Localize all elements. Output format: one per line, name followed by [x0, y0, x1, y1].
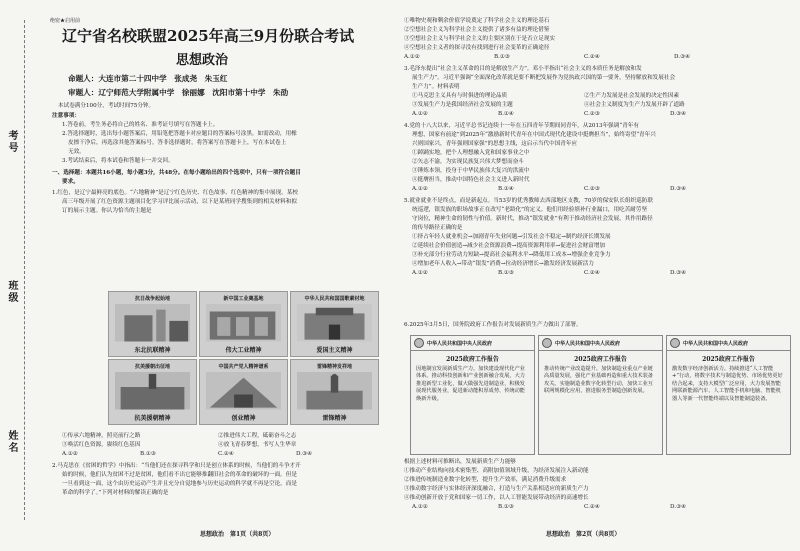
photo-anti-japanese	[108, 291, 197, 357]
report-body: 激发数字经济创新活力。持续推进“人工智能+”行动，将数字技术与制造优势、市场优势更好结合起来，支持大模型广泛应用，大力发展智能网联新能源汽车、人工智能手机和电脑、智能机器人等新一代智能终端以及智能制造装备。	[672, 366, 783, 402]
q1-choice-b[interactable]: B.①③	[140, 451, 156, 457]
photo-caption: 爱国主义精神	[316, 347, 353, 354]
q2-choice-b[interactable]: B.①③	[494, 54, 510, 60]
q4-option[interactable]: ①踔踊实地，把个人理想融入党和国家事业之中	[412, 150, 530, 156]
building-icon	[206, 372, 281, 410]
report-subtitle: 2025政府工作报告	[574, 356, 627, 363]
q3-choice-c[interactable]: C.②③	[584, 111, 600, 117]
sidebar-exam-no: 考号	[6, 130, 17, 154]
q6-option[interactable]: ②推进传统制造业数字化转型，提升生产效率，满足消费升级需求	[404, 477, 567, 483]
note-line: 3.考试结束后，将本试卷和答题卡一并交回。	[62, 158, 174, 164]
photo-title: 新中国工业奠基地	[223, 296, 264, 302]
q2-choice-d[interactable]: D.③④	[674, 54, 691, 60]
q5-option[interactable]: ①挤占年轻人就业机会→加剧青年失业问题→引发社会不稳定→制约经济长期发展	[412, 234, 611, 240]
photo-pioneer	[199, 359, 288, 425]
sidebar-class: 班级	[6, 280, 17, 304]
q1-stem: 高三年级开展了红色资源主题项目化学习评比展示活动，以下是某班同学搜集到的相关材料和拟	[62, 199, 297, 205]
q1-choice-c[interactable]: C.②④	[218, 451, 234, 457]
report-header: 中华人民共和国中央人民政府	[411, 336, 534, 351]
photo-title: 雷锋精神发祥地	[316, 364, 352, 370]
q1-option[interactable]: ④放飞青春梦想，书写人生华章	[218, 442, 297, 448]
q5-option[interactable]: ③补充部分行业劳动力短缺→提高社会福利水平→降低用工成本→增强企业竞争力	[412, 252, 611, 258]
q6-choice-a[interactable]: A.①②	[412, 504, 428, 510]
photo-title: 抗日战争起始地	[134, 296, 170, 302]
photo-title: 中华人民共和国国歌素材地	[304, 296, 365, 302]
q1-option[interactable]: ②推进伟大工程，砥砺奋斗之志	[218, 433, 297, 439]
q5-choice-b[interactable]: B.①③	[498, 270, 514, 276]
report-body: 因地制宜发展新质生产力，加快建设现代化产业体系。推动科技创新和产业创新融合发展，大力推进新型工业化，做大做强先进制造业，积极发展现代服务业，促进新动能积厚成势、传统动能焕新升级。	[416, 366, 525, 402]
q3-stem: 展生产力”。习近平强调“全面深化改革就是要不断把发展作为党执政兴国的第一要务，坚持解放和发展社会	[412, 75, 676, 81]
report-body: 推动传统产业改造提升。加快制造业重点产业链高质量发展，强化产业基础再造和重大技术装备攻关。实施制造业数字化转型行动，加快工业互联网规模化应用，推进服务型制造创新发展。	[544, 366, 653, 395]
q3-choice-b[interactable]: B.①④	[498, 111, 514, 117]
museum-icon	[297, 304, 372, 342]
national-emblem-icon	[542, 338, 552, 348]
photo-caption: 雷锋精神	[322, 415, 347, 422]
q1-choice-d[interactable]: D.③④	[296, 451, 313, 457]
memorial-icon	[115, 372, 190, 410]
score-time: 本试卷满分100分，考试时间75分钟。	[58, 103, 155, 109]
q2-option[interactable]: ③空想社会主义与科学社会主义的主要区别在于是否立足现实	[404, 36, 556, 42]
q6-choice-c[interactable]: C.②④	[584, 504, 600, 510]
sidebar-name: 姓名	[6, 430, 17, 454]
q4-choice-c[interactable]: C.②③	[584, 186, 600, 192]
photo-korea-war	[108, 359, 197, 425]
photo-leifeng	[290, 359, 379, 425]
section-title-cont: 要求。	[62, 179, 79, 185]
q6-option[interactable]: ③推动数字经济与实体经济深度融合，打造与生产关系相适应的新质生产力	[404, 486, 589, 492]
report-header: 中华人民共和国中央人民政府	[539, 336, 662, 351]
q4-option[interactable]: ④挺膺担当，推动中国特色社会主义进入新时代	[412, 177, 530, 183]
report-card	[538, 335, 663, 455]
q2-choice-c[interactable]: C.②④	[584, 54, 600, 60]
q3-choice-d[interactable]: D.③④	[670, 111, 687, 117]
q4-option[interactable]: ③锤炼本领，投身于中华民族伟大复兴的洪流中	[412, 168, 530, 174]
section-title: 一、选择题：本题共16小题，每小题3分，共48分。在每小题给出的四个选项中，只有一项符合题目	[52, 170, 301, 176]
q2-stem: 始的时候，他们认为贫困不过是贫困，他们看不出它能够推翻旧社会的革命的破坏的一面。但是	[62, 472, 297, 478]
q4-option[interactable]: ②矢志不渝，为实现民族复兴伟大梦想而奋斗	[412, 159, 524, 165]
q5-option[interactable]: ④增加老年人收入→带动“银发”消费→拉动经济增长→激发经济发展新活力	[412, 261, 594, 267]
q3-choice-a[interactable]: A.①②	[412, 111, 428, 117]
q1-choice-a[interactable]: A.①②	[62, 451, 78, 457]
subject-title: 思想政治	[176, 53, 229, 68]
photo-caption: 抗美援朝精神	[134, 415, 171, 422]
q1-stem: 1.红色，是辽宁最鲜亮的底色。“六地精神”是辽宁红色历史、红色故事、红色精神的集中展现。某校	[52, 190, 298, 196]
photo-caption: 创业精神	[231, 415, 256, 422]
q2-option[interactable]: ①唯物史观和剩余价值学说奠定了科学社会主义的理论基石	[404, 18, 550, 24]
q3-option[interactable]: ②生产力发展是社会发展的决定性因素	[584, 93, 680, 99]
q2-stem: 一旦看到这一面，这个由历史运动产生并且充分自觉地参与历史运动的科学就不再是空论，而是	[62, 481, 297, 487]
report-subtitle: 2025政府工作报告	[702, 356, 755, 363]
q6-choice-d[interactable]: D.③④	[670, 504, 687, 510]
note-line: 1.答卷前，考生务必将自己的姓名、准考证号填写在答题卡上。	[62, 122, 219, 128]
factory-icon	[206, 304, 281, 342]
q4-choice-b[interactable]: B.①④	[498, 186, 514, 192]
q3-stem: 3.毛泽东提出“社会主义革命的目的是解放生产力”。邓小平指出“社会主义的本质任务是解放和发	[404, 66, 642, 72]
page-footer-left: 思想政治 第1页（共8页）	[200, 531, 275, 538]
q5-choice-c[interactable]: C.②④	[584, 270, 600, 276]
q6-ask: 根据上述材料可推断出，发展新质生产力能够	[404, 459, 516, 465]
notes-title: 注意事项：	[52, 113, 80, 119]
q4-choice-d[interactable]: D.③④	[670, 186, 687, 192]
q1-stem: 订的展示主题。你认为恰当的主题是	[62, 208, 152, 214]
page-footer-right: 思想政治 第2页（共8页）	[546, 531, 621, 538]
q2-choice-a[interactable]: A.①②	[404, 54, 420, 60]
q3-option[interactable]: ①马克思主义具有与时俱进的理论品质	[412, 93, 508, 99]
note-line: 2.答选择题时，选出每小题答案后，用铅笔把答题卡对应题目的答案标号涂黑。如需改动，用橡	[62, 131, 297, 137]
photo-caption: 伟大工业精神	[225, 347, 262, 354]
q6-option[interactable]: ④推动创新开放于党和国家一切工作，以人工智能发展带动经济的高速增长	[404, 495, 589, 501]
q6-choice-b[interactable]: B.①③	[498, 504, 514, 510]
q2-option[interactable]: ④空想社会主义者的探寻没有找到进行社会变革的正确途径	[404, 45, 550, 51]
q5-stem: 守岗位，精神生命的韧性与价值。新时代，推动“银发就业”有利于推动经济社会发展，其作用路径	[412, 216, 653, 222]
report-header: 中华人民共和国中央人民政府	[667, 336, 790, 351]
q4-stem: 兴则国家兴，青年强则国家强”的思想主线，这启示当代中国青年应	[412, 141, 578, 147]
q1-option[interactable]: ①传承六地精神，照亮前行之路	[62, 433, 141, 439]
q6-option[interactable]: ①推动产业结构向技术密集型、高附加值领域升级，为经济发展注入新动能	[404, 468, 589, 474]
national-emblem-icon	[670, 338, 680, 348]
photo-title: 抗美援朝出征地	[134, 364, 170, 370]
q3-option[interactable]: ③发展生产力是我国经济社会发展的主题	[412, 102, 513, 108]
reviewers-line: 审题人：辽宁师范大学附属中学 徐丽娜 沈阳市第十中学 朱劭	[68, 88, 289, 97]
q5-stem: 5.就业就业不是终点，而是新起点。当53岁的优秀教师去西部地区支教，70岁的保安队长组织巡防联	[404, 198, 653, 204]
setters-line: 命题人：大连市第二十四中学 张成尧 朱玉红	[68, 74, 228, 83]
q2-stem: 2.马克思在《贫困的哲学》中指出：“当他们还在探寻科学和只是创立体系的时候，当他们的斗争才开	[52, 463, 301, 469]
note-line: 皮擦干净后，再选涂其他答案标号。答非选择题时，将答案写在答题卡上，写在本试卷上	[68, 140, 287, 146]
q3-stem: 生产力”。材料表明	[412, 84, 460, 90]
note-line: 无效。	[68, 149, 85, 155]
photo-caption: 东北抗联精神	[134, 347, 171, 354]
q4-stem: 理想，国家有前途”到2025年“激励新时代青年在中国式现代化建设中挺膺担当”，始终寄望“青年兴	[412, 132, 656, 138]
q5-choice-a[interactable]: A.①②	[412, 270, 428, 276]
q5-stem: 的传导路径正确的是	[412, 225, 463, 231]
secret-mark: 绝密★启用前	[50, 18, 81, 24]
national-emblem-icon	[414, 338, 424, 348]
q6-stem: 6.2025年3月5日，国务院政府工作报告对发展新质生产力做出了部署。	[404, 322, 582, 328]
photo-industry	[199, 291, 288, 357]
report-subtitle: 2025政府工作报告	[446, 356, 499, 363]
q4-stem: 4.党的十八大以来，习近平总书记连续十一年在五四青年节期间同青年，从2013年强调“青年有	[404, 123, 639, 129]
binding-line	[24, 20, 25, 520]
statue-icon	[297, 372, 372, 410]
q5-stem: 统巡逻，银发族的职场故事正在改写“老龄化”的定义。他们用经验填补行业漏口，用吃苦耐劳坚	[412, 207, 648, 213]
q4-choice-a[interactable]: A.①②	[412, 186, 428, 192]
q2-stem: 革命的科学了。”下列对材料的解读正确的是	[62, 490, 169, 496]
q5-option[interactable]: ②延续社会价值创造→减少社会资源浪费→提高资源利用率→促进社会财富增加	[412, 243, 606, 249]
report-card	[666, 335, 791, 455]
exam-title: 辽宁省名校联盟2025年高三9月份联合考试	[62, 27, 355, 45]
q1-option[interactable]: ③唤活红色资源，赓续红色基因	[62, 442, 141, 448]
monument-icon	[115, 304, 190, 342]
q3-option[interactable]: ④社会主义制度为生产力发展开辟了道路	[584, 102, 685, 108]
photo-anthem	[290, 291, 379, 357]
q5-choice-d[interactable]: D.③④	[670, 270, 687, 276]
report-card	[410, 335, 535, 455]
q2-option[interactable]: ②空想社会主义为科学社会主义提供了诸多有益的理论借鉴	[404, 27, 550, 33]
photo-title: 中国共产党人精神谱系	[218, 364, 269, 370]
